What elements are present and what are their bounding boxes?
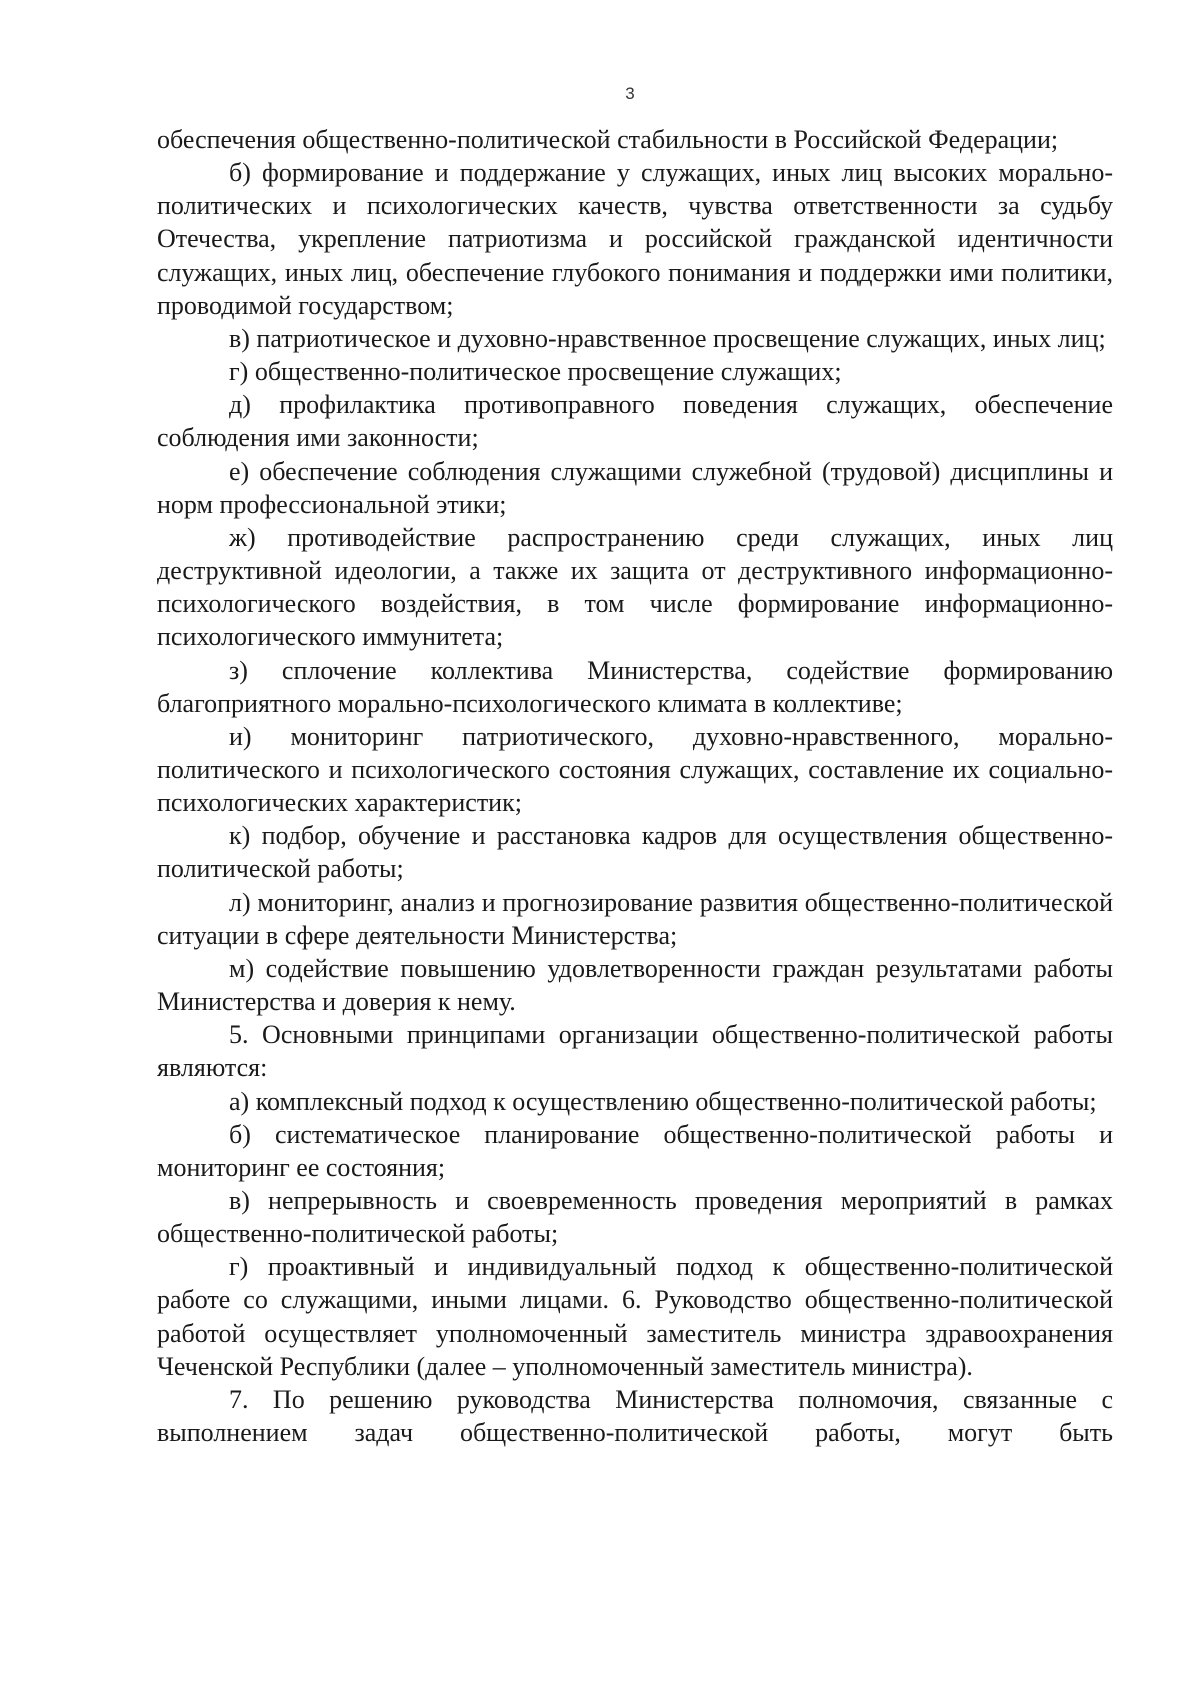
paragraph-section-5: 5. Основными принципами организации общественно-политической работы являются: bbox=[157, 1020, 1113, 1083]
paragraph-principle-v: в) непрерывность и своевременность проведения мероприятий в рамках общественно-политической работы; bbox=[157, 1186, 1113, 1249]
paragraph-item-d: д) профилактика противоправного поведения служащих, обеспечение соблюдения ими законности; bbox=[157, 390, 1113, 453]
paragraph-item-v: в) патриотическое и духовно-нравственное просвещение служащих, иных лиц; bbox=[229, 323, 1106, 353]
paragraph-item-b: б) формирование и поддержание у служащих, иных лиц высоких морально-политических и психологических качеств, чувства ответственности за судьбу Отечества, укрепление патриотизма и российской гражданской идентичности служащих, иных лиц, обеспечение глубокого понимания и поддержки ими политики, проводимой государством; bbox=[157, 158, 1113, 320]
document-body bbox=[157, 123, 1113, 1449]
paragraph-continuation: обеспечения общественно-политической стабильности в Российской Федерации; bbox=[157, 125, 1059, 154]
paragraph-item-zh: ж) противодействие распространению среди служащих, иных лиц деструктивной идеологии, а также их защита от деструктивного информационно-психологического воздействия, в том числе формирование информационно-психологического иммунитета; bbox=[157, 522, 1113, 652]
page-number: 3 bbox=[625, 84, 635, 103]
paragraph-principle-g-and-section-6: г) проактивный и индивидуальный подход к общественно-политической работе со служащими, иными лицами. 6. Руководство общественно-политической работой осуществляет уполномоченный заместитель министра здравоохранения Чеченской Республики (далее – уполномоченный заместитель министра). bbox=[157, 1252, 1113, 1381]
paragraph-principle-a: а) комплексный подход к осуществлению общественно-политической работы; bbox=[229, 1086, 1097, 1116]
paragraph-principle-b: б) систематическое планирование общественно-политической работы и мониторинг ее состояния; bbox=[157, 1119, 1113, 1182]
paragraph-item-g: г) общественно-политическое просвещение служащих; bbox=[229, 357, 842, 387]
paragraph-item-m: м) содействие повышению удовлетворенности граждан результатами работы Министерства и доверия к нему. bbox=[157, 953, 1113, 1017]
paragraph-section-7: 7. По решению руководства Министерства полномочия, связанные с выполнением задач общественно-политической работы, могут быть bbox=[157, 1384, 1113, 1448]
paragraph-item-e: е) обеспечение соблюдения служащими служебной (трудовой) дисциплины и норм профессиональной этики; bbox=[157, 456, 1113, 519]
paragraph-item-i: и) мониторинг патриотического, духовно-нравственного, морально-политического и психологического состояния служащих, составление их социально-психологических характеристик; bbox=[157, 721, 1113, 818]
paragraph-item-k: к) подбор, обучение и расстановка кадров для осуществления общественно-политической работы; bbox=[157, 821, 1113, 884]
paragraph-item-l: л) мониторинг, анализ и прогнозирование развития общественно-политической ситуации в сфере деятельности Министерства; bbox=[157, 887, 1113, 950]
paragraph-item-z: з) сплочение коллектива Министерства, содействие формированию благоприятного морально-психологического климата в коллективе; bbox=[157, 655, 1113, 718]
